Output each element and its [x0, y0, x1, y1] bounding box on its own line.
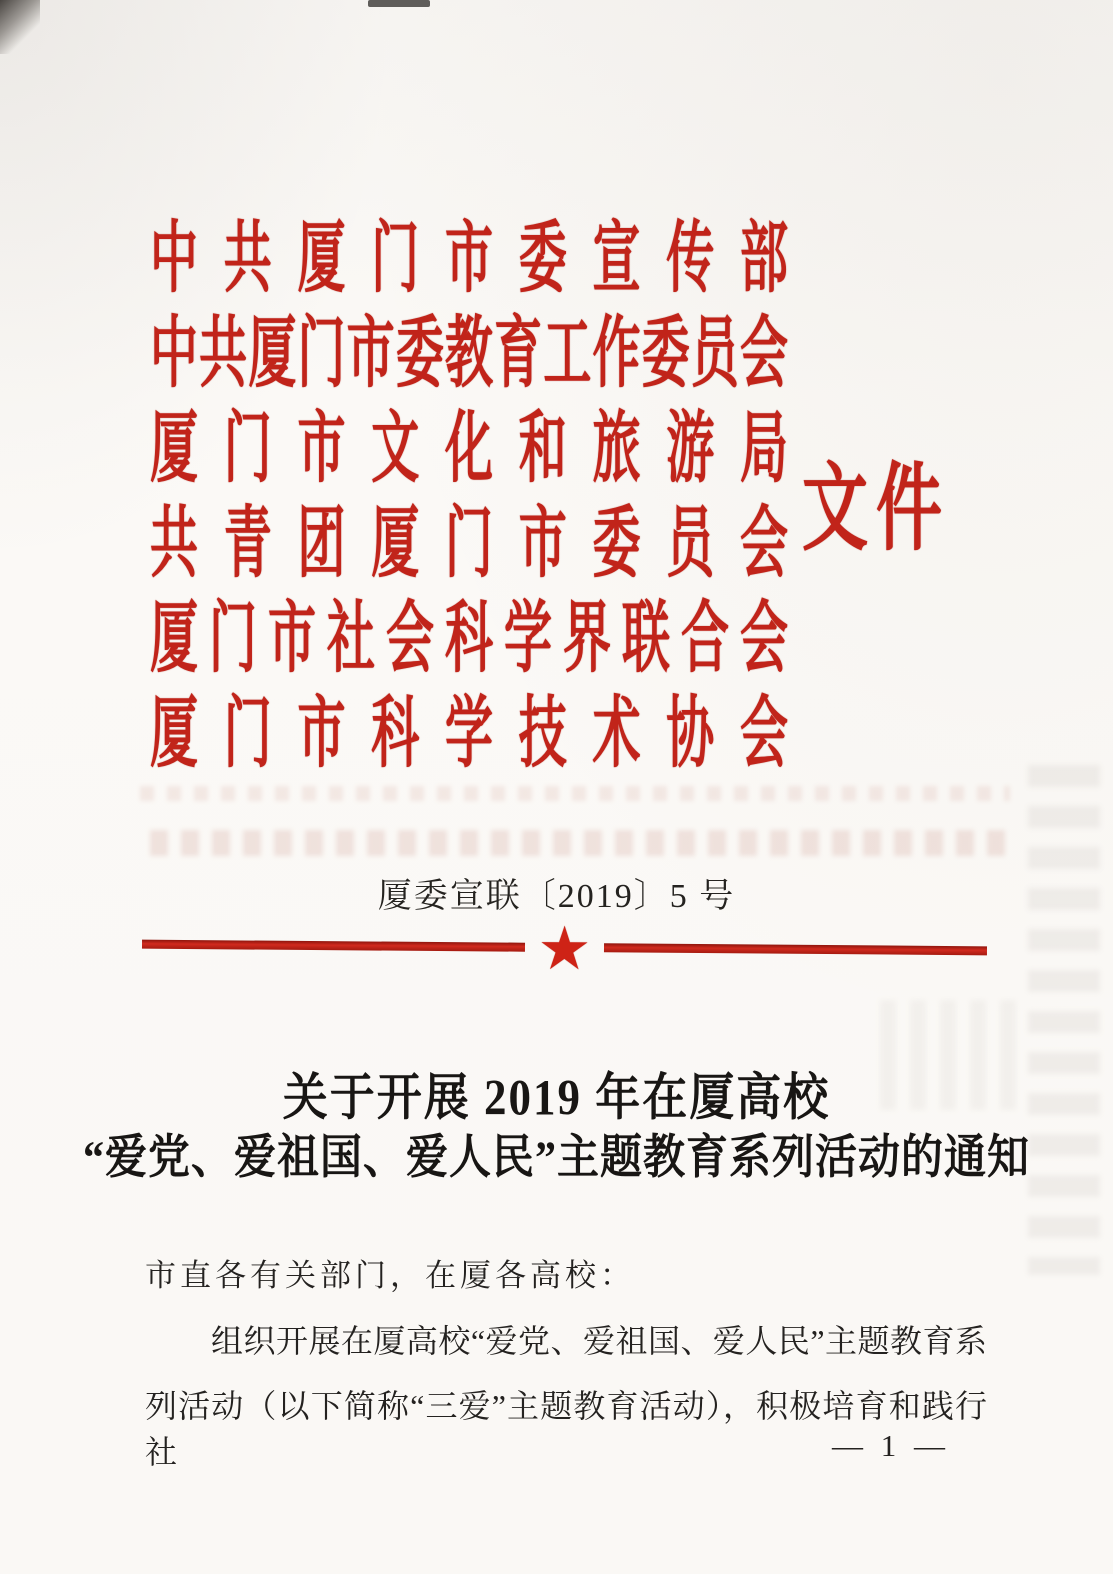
page-number: — 1 — — [832, 1428, 950, 1463]
doc-number: 厦委宣联〔2019〕5 号 — [377, 878, 736, 915]
doc-title-line1: 关于开展 2019 年在厦高校 — [282, 1069, 831, 1126]
red-separator-rule — [142, 913, 987, 985]
issuer-org-line: 厦门市文化和旅游局 — [150, 406, 788, 493]
issuer-org-line: 中共厦门市委教育工作委员会 — [150, 311, 788, 398]
salutation: 市直各有关部门，在厦各高校： — [145, 1258, 635, 1293]
rule-segment — [604, 943, 987, 955]
ink-bleed-artifact — [150, 830, 1010, 856]
body-paragraph-line: 组织开展在厦高校“爱党、爱祖国、爱人民”主题教育系 — [211, 1323, 987, 1359]
issuer-org-line: 厦门市科学技术协会 — [150, 691, 788, 778]
body-paragraph-line: 列活动（以下简称“三爱”主题教育活动），积极培育和践行社 — [145, 1388, 987, 1470]
rule-segment — [142, 939, 525, 951]
issuer-org-line: 厦门市社会科学界联合会 — [150, 596, 788, 683]
doc-title-line2: “爱党、爱祖国、爱人民”主题教育系列活动的通知 — [82, 1132, 1030, 1185]
issuer-org-line: 中共厦门市委宣传部 — [150, 216, 788, 303]
letterhead-issuers — [150, 212, 788, 782]
doc-type-label: 文件 — [802, 456, 950, 563]
issuer-org-line: 共青团厦门市委员会 — [150, 501, 788, 588]
star-icon: ★ — [537, 913, 592, 985]
ink-bleed-artifact — [1028, 765, 1100, 1275]
scan-edge-artifact — [368, 0, 430, 7]
scan-corner-artifact — [0, 0, 40, 54]
